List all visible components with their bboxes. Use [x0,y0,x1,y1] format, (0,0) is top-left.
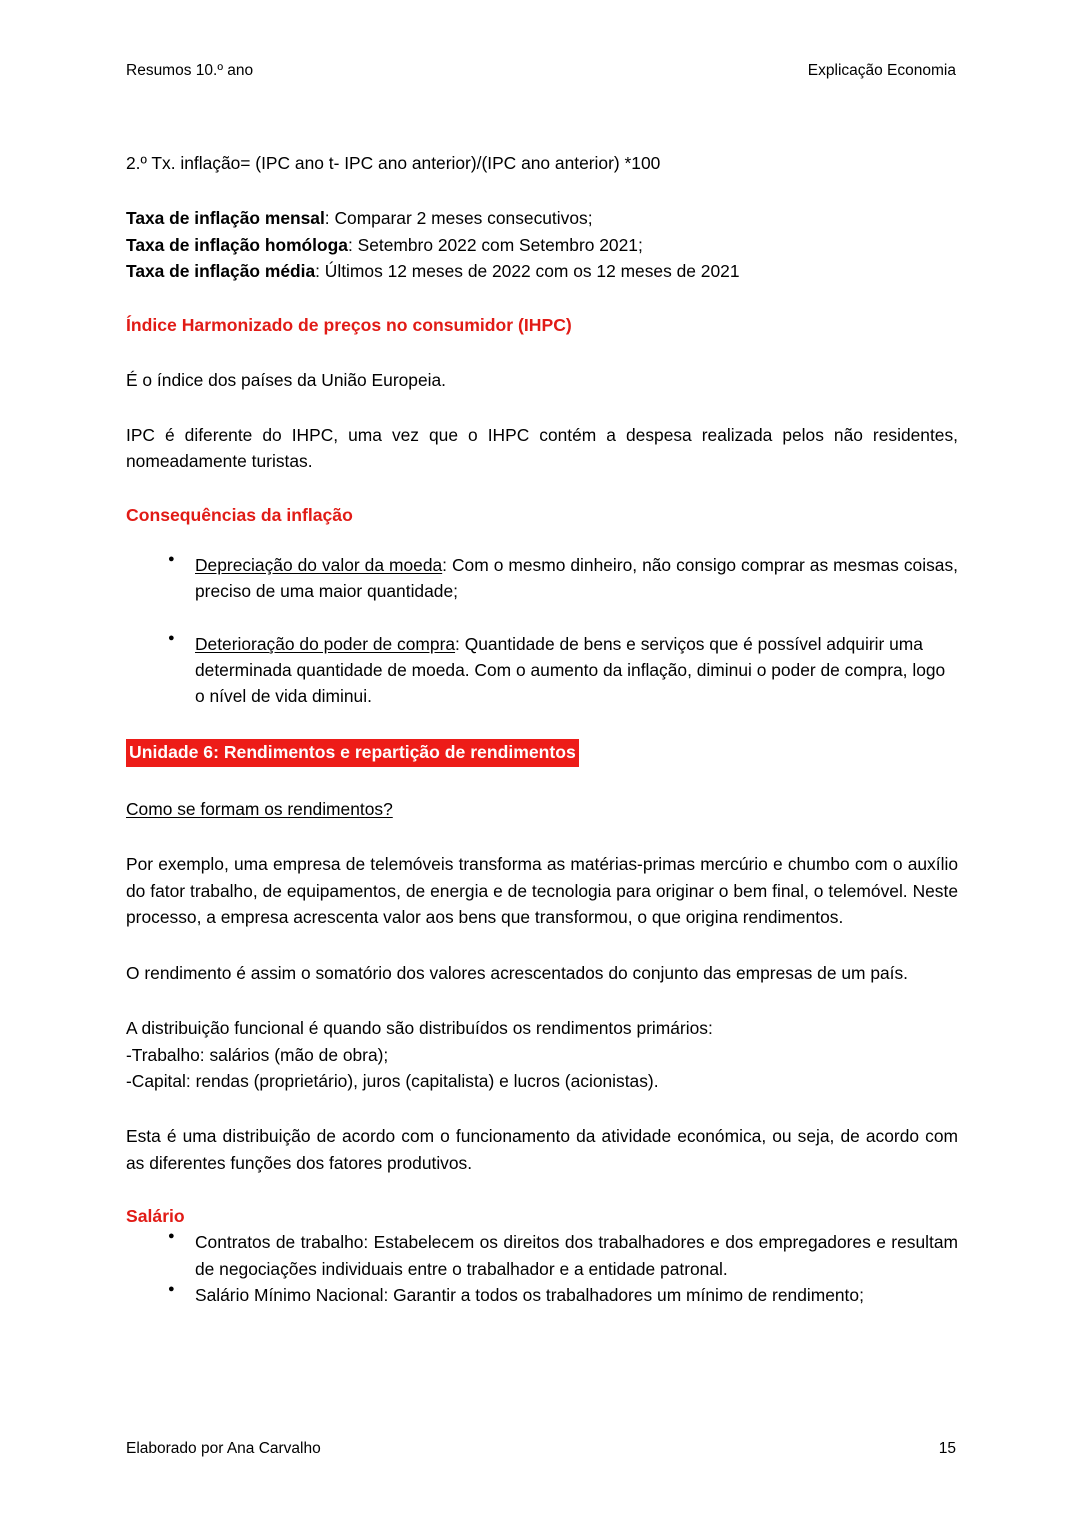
header-right-text: Explicação Economia [807,62,956,79]
spacer [126,475,958,504]
spacer [126,822,958,851]
header-left-text: Resumos 10.º ano [126,62,254,79]
inflation-rate-homologous [126,232,958,258]
inflation-rate-average [126,258,958,284]
consequencias-bullet-list [126,552,958,710]
question-como-se-formam-os-rendimentos [126,796,958,822]
bullet-rest-deterioracao: : Quantidade de bens e serviços que é possível adquirir uma determinada quantidade de moeda. Com o aumento da inflação, diminui o poder de compra, logo o nível de vida diminui. [195,633,946,707]
spacer [126,767,958,796]
list-item [126,552,958,605]
inflation-rate-monthly [126,205,958,231]
inflation-rate-homologous-value: : Setembro 2022 com Setembro 2021; [347,234,643,255]
heading-consequencias-da-inflacao: Consequências da inflação [126,504,353,525]
list-item: ● Contratos de trabalho: Estabelecem os direitos dos trabalhadores e dos empregadores e resultam de negociações individuais entre o trabalhador e a entidade patronal. [126,1229,958,1282]
list-item [126,631,958,710]
question-text: Como se formam os rendimentos? [126,798,393,819]
footer-author-text: Elaborado por Ana Carvalho [126,1440,321,1457]
inflation-rate-monthly-label: Taxa de inflação mensal [126,208,325,229]
document-body [126,150,958,1308]
heading-unidade-6-wrapper [126,739,958,767]
spacer [126,1176,958,1205]
heading-salario: Salário [126,1206,185,1227]
inflation-formula-line: 2.º Tx. inflação= (IPC ano t- IPC ano anterior)/(IPC ano anterior) *100 [126,153,661,173]
inflation-rate-homologous-label: Taxa de inflação homóloga [126,234,348,255]
salario-bullet-list [126,1229,958,1308]
spacer [126,285,958,314]
inflation-rate-average-label: Taxa de inflação média [126,261,316,282]
bullet-lead-deterioracao: Deterioração do poder de compra [195,633,456,654]
spacer [126,986,958,1015]
heading-ihpc: Índice Harmonizado de preços no consumidor (IHPC) [126,314,572,335]
spacer [126,528,958,552]
spacer [126,1094,958,1123]
spacer [126,710,958,739]
spacer [126,393,958,422]
list-item: ● Salário Mínimo Nacional: Garantir a todos os trabalhadores um mínimo de rendimento; [126,1282,958,1308]
spacer [126,338,958,367]
distribuicao-item-trabalho: -Trabalho: salários (mão de obra); [126,1044,389,1065]
distribuicao-item-capital: -Capital: rendas (proprietário), juros (capitalista) e lucros (acionistas). [126,1070,659,1091]
footer-page-number: 15 [938,1440,956,1457]
bullet-rest-depreciacao: : Com o mesmo dinheiro, não consigo comprar as mesmas coisas, preciso de uma maior quantidade; [195,554,958,602]
spacer [126,931,958,960]
ihpc-paragraph-2: IPC é diferente do IHPC, uma vez que o IHPC contém a despesa realizada pelos não residentes, nomeadamente turistas. [126,425,958,472]
inflation-rate-average-value: : Últimos 12 meses de 2022 com os 12 meses de 2021 [315,261,740,282]
unidade6-paragraph-2: O rendimento é assim o somatório dos valores acrescentados do conjunto das empresas de um país. [126,962,909,983]
page-header [126,62,956,81]
unidade6-paragraph-3: Esta é uma distribuição de acordo com o funcionamento da atividade económica, ou seja, de acordo com as diferentes funções dos fatores produtivos. [126,1126,958,1173]
bullet-lead-depreciacao: Depreciação do valor da moeda [195,554,443,575]
inflation-rate-monthly-value: : Comparar 2 meses consecutivos; [324,208,593,229]
page-footer [126,1440,956,1459]
heading-unidade-6: Unidade 6: Rendimentos e repartição de rendimentos [126,739,579,767]
distribuicao-funcional-intro: A distribuição funcional é quando são distribuídos os rendimentos primários: [126,1018,713,1039]
unidade6-paragraph-1: Por exemplo, uma empresa de telemóveis transforma as matérias-primas mercúrio e chumbo com o auxílio do fator trabalho, de equipamentos, de energia e de tecnologia para originar o bem final, o telemóvel. Neste processo, a empresa acrescenta valor aos bens que transformou, o que origina rendimentos. [126,854,958,928]
ihpc-paragraph-1: É o índice dos países da União Europeia. [126,369,447,390]
spacer [126,176,958,205]
